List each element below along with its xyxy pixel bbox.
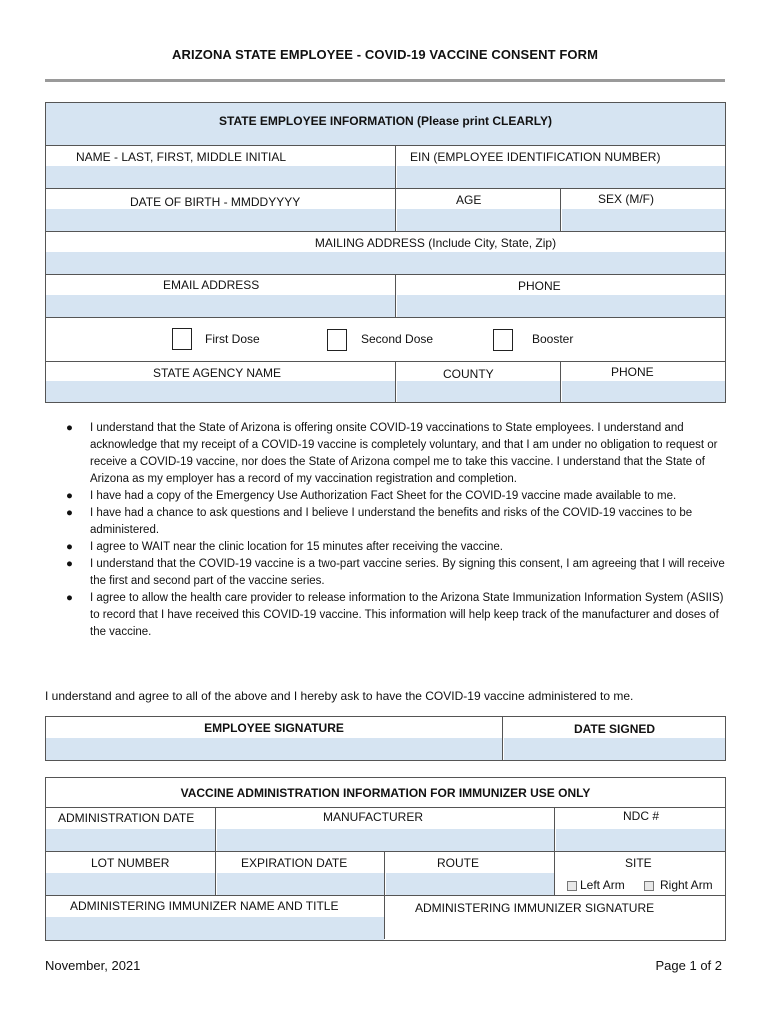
county-label: COUNTY [443, 367, 494, 381]
agency-field[interactable] [46, 381, 395, 402]
divider [46, 188, 725, 189]
immunizer-section [45, 777, 726, 941]
employee-info-header: STATE EMPLOYEE INFORMATION (Please print CLEARLY) [219, 114, 552, 128]
ndc-label: NDC # [623, 809, 660, 823]
manufacturer-label: MANUFACTURER [323, 810, 424, 824]
bullet-text: I understand that the State of Arizona is offering onsite COVID-19 vaccinations to State employees. I understand and acknowledge that my receipt of a COVID-19 vaccine is completely voluntary, and that I am under no obligation to request or receive a COVID-19 vaccine, nor does the State of Arizona compel me to take this vaccine. I understand that the State of Arizona as my employer has a record of my vaccination registration and completion. [90, 422, 718, 485]
email-label: EMAIL ADDRESS [163, 278, 260, 292]
booster-label: Booster [532, 332, 574, 346]
divider [395, 274, 396, 317]
second-dose-checkbox[interactable] [327, 329, 347, 351]
left-arm-label: Left Arm [580, 878, 625, 892]
address-label: MAILING ADDRESS (Include City, State, Zip) [314, 236, 557, 250]
list-item: ● I understand that the COVID-19 vaccine is a two-part vaccine series. By signing this consent, I am agreeing that I will receive the first and second part of the vaccine series. [66, 558, 725, 587]
divider [502, 717, 503, 760]
divider [46, 851, 725, 852]
title-divider [45, 79, 725, 82]
date-signed-label: DATE SIGNED [573, 722, 656, 736]
bullet-text: I agree to WAIT near the clinic location for 15 minutes after receiving the vaccine. [90, 541, 503, 553]
manufacturer-field[interactable] [217, 829, 554, 851]
list-item: ● I have had a copy of the Emergency Use Authorization Fact Sheet for the COVID-19 vaccine made available to me. [66, 490, 677, 502]
divider [554, 851, 555, 895]
signature-section [45, 716, 726, 761]
phone-field[interactable] [397, 295, 725, 317]
divider [395, 188, 396, 231]
second-dose-label: Second Dose [361, 332, 434, 346]
dob-field[interactable] [46, 209, 395, 231]
age-field[interactable] [397, 209, 560, 231]
right-arm-checkbox[interactable] [644, 881, 654, 891]
bullet-text: I have had a copy of the Emergency Use Authorization Fact Sheet for the COVID-19 vaccine made available to me. [90, 490, 677, 502]
divider [560, 188, 561, 231]
lot-field[interactable] [46, 873, 215, 895]
divider [46, 361, 725, 362]
immunizer-signature-label: ADMINISTERING IMMUNIZER SIGNATURE [415, 901, 655, 915]
agency-phone-field[interactable] [562, 381, 725, 402]
list-item: ● I agree to WAIT near the clinic location for 15 minutes after receiving the vaccine. [66, 541, 503, 553]
expiration-field[interactable] [217, 873, 384, 895]
agreement-statement: I understand and agree to all of the above and I hereby ask to have the COVID-19 vaccine administered to me. [45, 689, 634, 703]
list-item: ● I agree to allow the health care provider to release information to the Arizona State Immunization Information System (ASIIS) to record that I have received this COVID-19 vaccine. This information will help keep track of the manufacturer and doses of the vaccine. [66, 592, 724, 638]
divider [46, 317, 725, 318]
divider [46, 145, 725, 146]
ndc-field[interactable] [556, 829, 725, 851]
county-field[interactable] [397, 381, 560, 402]
bullet-text: I agree to allow the health care provider to release information to the Arizona State Immunization Information System (ASIIS) to record that I have received this COVID-19 vaccine. This information will help keep track of the manufacturer and doses of the vaccine. [90, 592, 724, 638]
name-label: NAME - LAST, FIRST, MIDDLE INITIAL [76, 150, 287, 164]
list-item: ● I have had a chance to ask questions and I believe I understand the benefits and risks of the COVID-19 vaccines to be administered. [66, 507, 693, 536]
divider [215, 807, 216, 851]
list-item: ● I understand that the State of Arizona is offering onsite COVID-19 vaccinations to State employees. I understand and acknowledge that my receipt of a COVID-19 vaccine is completely voluntary, and that I am under no obligation to request or receive a COVID-19 vaccine, nor does the State of Arizona compel me to take this vaccine. I understand that the State of Arizona as my employer has a record of my vaccination registration and completion. [66, 422, 718, 485]
phone-label: PHONE [518, 279, 561, 293]
agency-label: STATE AGENCY NAME [153, 366, 282, 380]
immunizer-name-field[interactable] [46, 917, 384, 940]
age-label: AGE [456, 193, 482, 207]
expiration-label: EXPIRATION DATE [241, 856, 348, 870]
divider [215, 851, 216, 895]
route-field[interactable] [386, 873, 554, 895]
sex-label: SEX (M/F) [598, 192, 654, 206]
immunizer-signature-field[interactable] [386, 917, 725, 940]
ein-field[interactable] [397, 166, 725, 188]
divider [46, 807, 725, 808]
consent-statements [66, 420, 726, 641]
first-dose-checkbox[interactable] [172, 328, 192, 350]
divider [46, 231, 725, 232]
immunizer-header: VACCINE ADMINISTRATION INFORMATION FOR IMMUNIZER USE ONLY [180, 786, 591, 800]
email-field[interactable] [46, 295, 395, 317]
ein-label: EIN (EMPLOYEE IDENTIFICATION NUMBER) [410, 150, 661, 164]
booster-checkbox[interactable] [493, 329, 513, 351]
divider [395, 145, 396, 188]
route-label: ROUTE [437, 856, 479, 870]
bullet-text: I understand that the COVID-19 vaccine is a two-part vaccine series. By signing this consent, I am agreeing that I will receive the first and second part of the vaccine series. [90, 558, 725, 587]
page-number: Page 1 of 2 [655, 958, 722, 973]
admin-date-field[interactable] [46, 829, 215, 851]
name-field[interactable] [46, 166, 395, 188]
left-arm-checkbox[interactable] [567, 881, 577, 891]
divider [560, 361, 561, 402]
divider [46, 274, 725, 275]
date-signed-field[interactable] [504, 738, 725, 760]
first-dose-label: First Dose [205, 332, 260, 346]
employee-info-section [45, 102, 726, 403]
right-arm-label: Right Arm [660, 878, 713, 892]
employee-signature-label: EMPLOYEE SIGNATURE [204, 721, 344, 735]
employee-signature-field[interactable] [46, 738, 502, 760]
divider [395, 361, 396, 402]
address-field[interactable] [46, 252, 725, 274]
immunizer-name-label: ADMINISTERING IMMUNIZER NAME AND TITLE [70, 899, 339, 913]
divider [554, 807, 555, 851]
site-label: SITE [625, 856, 652, 870]
footer-date: November, 2021 [45, 958, 141, 973]
divider [46, 895, 725, 896]
sex-field[interactable] [562, 209, 725, 231]
admin-date-label: ADMINISTRATION DATE [58, 811, 195, 825]
lot-label: LOT NUMBER [91, 856, 170, 870]
form-title: ARIZONA STATE EMPLOYEE - COVID-19 VACCINE CONSENT FORM [172, 47, 598, 62]
dob-label: DATE OF BIRTH - MMDDYYYY [130, 195, 301, 209]
bullet-text: I have had a chance to ask questions and I believe I understand the benefits and risks of the COVID-19 vaccines to be administered. [90, 507, 693, 536]
agency-phone-label: PHONE [611, 365, 654, 379]
